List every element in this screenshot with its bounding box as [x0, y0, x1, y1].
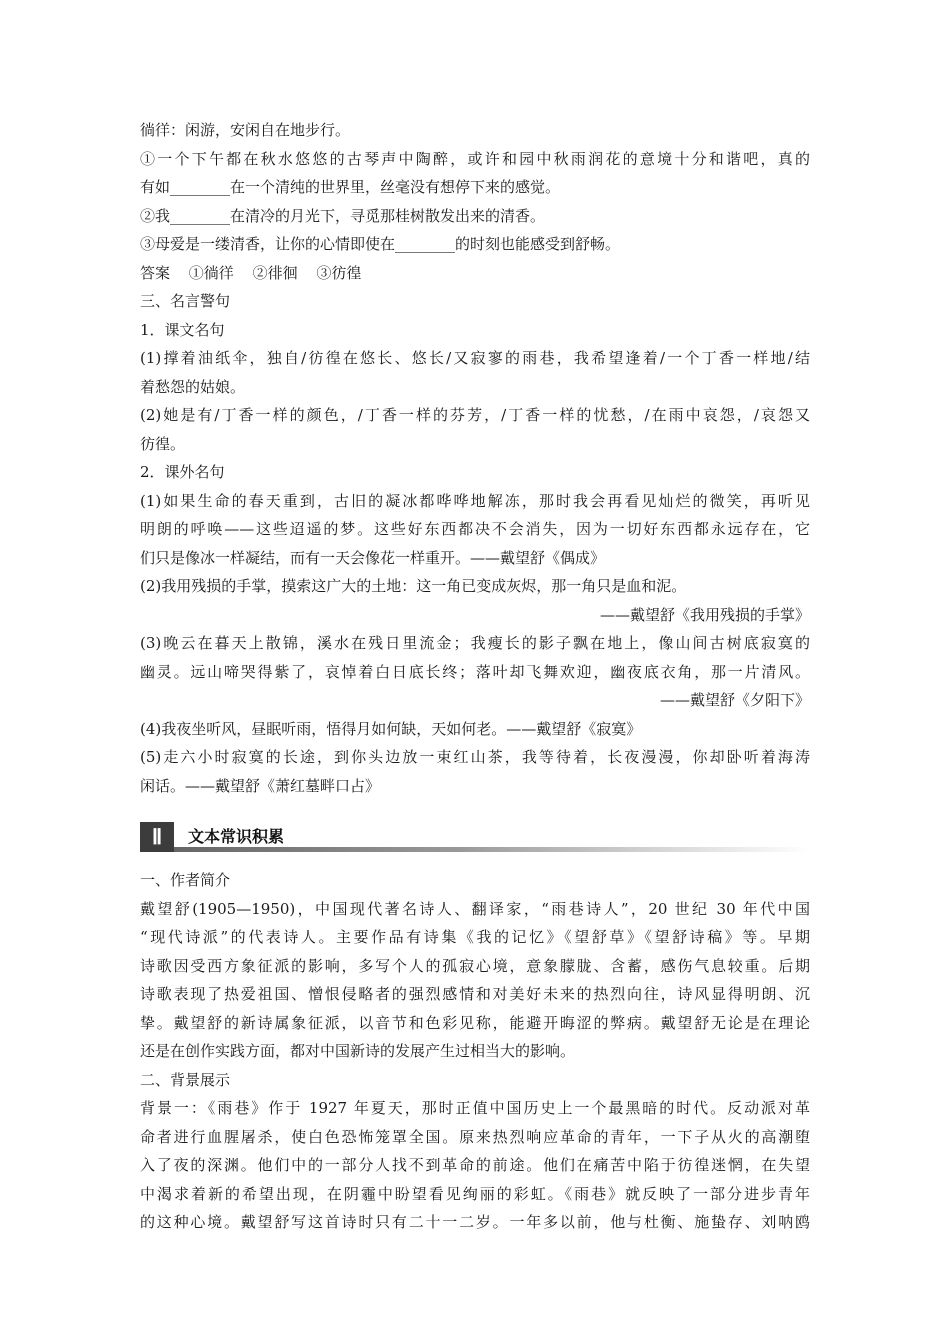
paragraph-line: 挚。戴望舒的新诗属象征派，以音节和色彩见称，能避开晦涩的弊病。戴望舒无论是在理论: [140, 1013, 810, 1032]
paragraph-line: 戴望舒(1905—1950)，中国现代著名诗人、翻译家，“雨巷诗人”，20 世纪 30 年代中国: [140, 899, 810, 918]
answer-item: ①徜徉: [188, 263, 234, 282]
exercise-line: ①一个下午都在秋水悠悠的古琴声中陶醉，或许和园中秋雨润花的意境十分和谐吧，真的: [140, 149, 810, 168]
document-page: [140, 116, 810, 1237]
section-heading: 二、背景展示: [140, 1070, 231, 1089]
quotes-section: [140, 287, 810, 800]
section-underline: [174, 847, 810, 852]
section-banner: [140, 822, 810, 852]
paragraph-line: “现代诗派”的代表诗人。主要作品有诗集《我的记忆》《望舒草》《望舒诗稿》等。早期: [140, 928, 810, 946]
background-paragraph: [140, 1094, 810, 1237]
section-heading: 三、名言警句: [140, 292, 231, 310]
quote-line: 幽灵。远山啼哭得紫了，哀悼着白日底长终；落叶却飞舞欢迎，幽夜底衣角，那一片清风。: [140, 662, 810, 681]
quote-line: (2)我用残损的手掌，摸索这广大的土地：这一角已变成灰烬，那一角只是血和泥。: [140, 577, 687, 595]
quote-line: 着愁怨的姑娘。: [140, 377, 246, 396]
vocab-exercise: [140, 116, 810, 287]
quote-line: 彷徨。: [140, 434, 186, 453]
quote-line: (5)走六小时寂寞的长途，到你头边放一束红山茶，我等待着，长夜漫漫，你却卧听着海涛: [140, 748, 810, 766]
exercise-line: 有如________在一个清纯的世界里，丝毫没有想停下来的感觉。: [140, 178, 561, 196]
answer-item: ②徘徊: [252, 263, 298, 282]
quote-line: 明朗的呼唤——这些迢遥的梦。这些好东西都决不会消失，因为一切好东西都永远存在，它: [140, 520, 810, 538]
answer-item: ③彷徨: [316, 263, 362, 282]
section-heading: 一、作者简介: [140, 871, 231, 889]
quote-line: 闲话。——戴望舒《萧红墓畔口占》: [140, 776, 381, 795]
paragraph-line: 诗歌表现了热爱祖国、憎恨侵略者的强烈感情和对美好未来的热烈向往，诗风显得明朗、沉: [140, 985, 810, 1003]
quote-line: ——戴望舒《我用残损的手掌》: [599, 605, 810, 624]
definition-line: 徜徉：闲游，安闲自在地步行。: [140, 121, 351, 139]
paragraph-line: 还是在创作实践方面，都对中国新诗的发展产生过相当大的影响。: [140, 1042, 576, 1060]
quote-line: 们只是像冰一样凝结，而有一天会像花一样重开。——戴望舒《偶成》: [140, 548, 606, 567]
quote-line: (1)撑着油纸伞，独自/彷徨在悠长、悠长/又寂寥的雨巷，我希望逢着/一个丁香一样地/结: [140, 349, 810, 367]
author-section: [140, 866, 810, 1066]
extra-quotes-list: [140, 487, 810, 801]
subsection-heading: 1．课文名句: [140, 320, 225, 339]
paragraph-line: 入了夜的深渊。他们中的一部分人找不到革命的前途。他们在痛苦中陷于彷徨迷惘，在失望: [140, 1156, 810, 1174]
section-title: 文本常识积累: [188, 827, 285, 846]
paragraph-line: 中渴求着新的希望出现，在阴霾中盼望看见绚丽的彩虹。《雨巷》就反映了一部分进步青年: [140, 1184, 810, 1203]
author-paragraph: [140, 895, 810, 1066]
paragraph-line: 的这种心境。戴望舒写这首诗时只有二十一二岁。一年多以前，他与杜衡、施蛰存、刘呐鸥: [140, 1213, 810, 1231]
subsection-heading: 2．课外名句: [140, 463, 225, 481]
quote-line: ——戴望舒《夕阳下》: [659, 691, 810, 709]
quote-line: (4)我夜坐听风，昼眠听雨，悟得月如何缺，天如何老。——戴望舒《寂寞》: [140, 719, 642, 738]
background-section: [140, 1066, 810, 1237]
quote-line: (3)晚云在暮天上散锦，溪水在残日里流金；我瘦长的影子飘在地上，像山间古树底寂寞的: [140, 634, 810, 652]
section-number-badge: Ⅱ: [140, 822, 174, 852]
paragraph-line: 命者进行血腥屠杀，使白色恐怖笼罩全国。原来热烈响应革命的青年，一下子从火的高潮堕: [140, 1127, 810, 1146]
paragraph-line: 背景一：《雨巷》作于 1927 年夏天，那时正值中国历史上一个最黑暗的时代。反动派对革: [140, 1099, 810, 1117]
exercise-line: ③母爱是一缕清香，让你的心情即使在________的时刻也能感受到舒畅。: [140, 235, 621, 253]
quote-line: (2)她是有/丁香一样的颜色，/丁香一样的芬芳，/丁香一样的忧愁，/在雨中哀怨，/哀怨又: [140, 406, 810, 424]
answer-label: 答案: [140, 263, 171, 282]
quote-line: (1)如果生命的春天重到，古旧的凝冰都哗哗地解冻，那时我会再看见灿烂的微笑，再听见: [140, 491, 810, 510]
paragraph-line: 诗歌因受西方象征派的影响，多写个人的孤寂心境，意象朦胧、含蓄，感伤气息较重。后期: [140, 956, 810, 975]
exercise-line: ②我________在清冷的月光下，寻觅那桂树散发出来的清香。: [140, 206, 546, 225]
answer-line: [140, 259, 810, 288]
